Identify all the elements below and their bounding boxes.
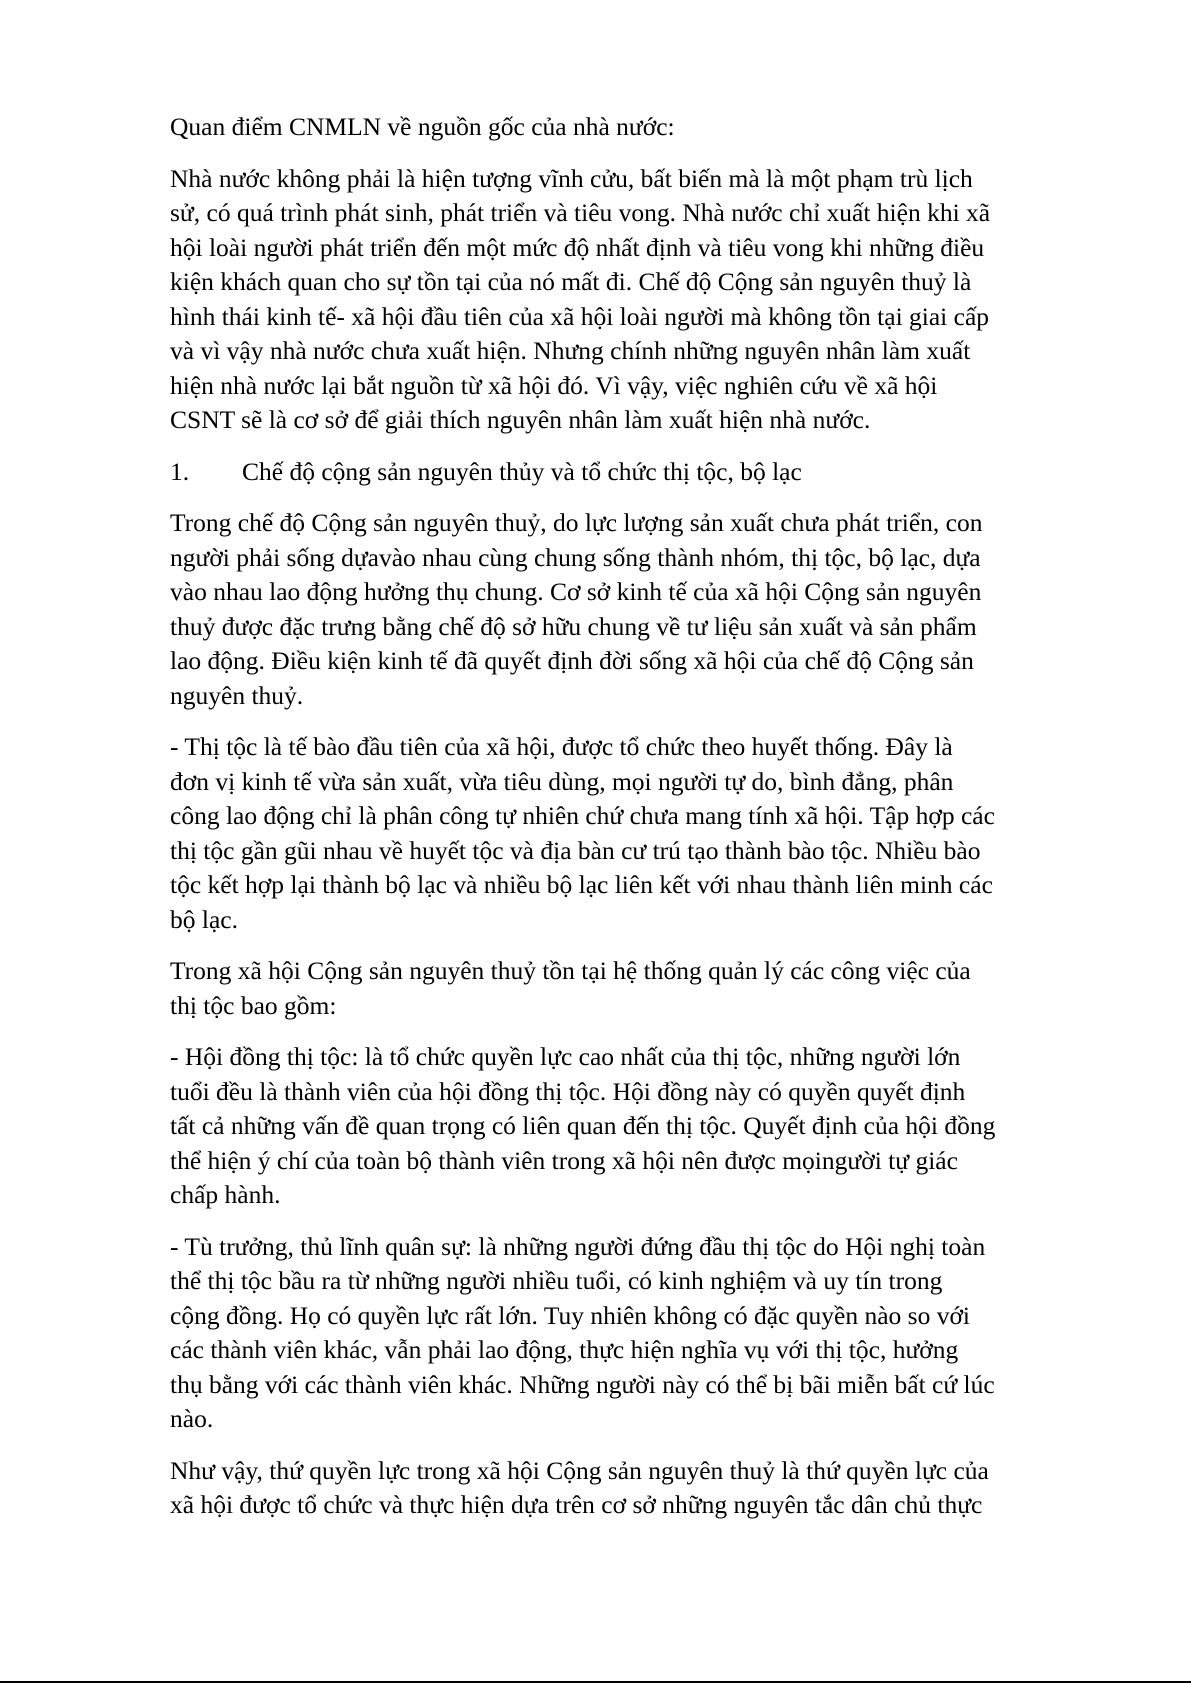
section-title: Chế độ cộng sản nguyên thủy và tổ chức thị tộc, bộ lạc: [242, 456, 802, 486]
paragraph-chieftain: - Tù trưởng, thủ lĩnh quân sự: là những người đứng đầu thị tộc do Hội nghị toàn thể thị tộc bầu ra từ những người nhiều tuổi, có kinh nghiệm và uy tín trong cộng đồng. Họ có quyền lực rất lớn. Tuy nhiên không có đặc quyền nào so với các thành viên khác, vẫn phải lao động, thực hiện nghĩa vụ với thị tộc, hưởng thụ bằng với các thành viên khác. Những người này có thể bị bãi miễn bất cứ lúc nào.: [170, 1231, 995, 1433]
paragraph-primitive-communism: Trong chế độ Cộng sản nguyên thuỷ, do lực lượng sản xuất chưa phát triển, con người phải sống dựavào nhau cùng chung sống thành nhóm, thị tộc, bộ lạc, dựa vào nhau lao động hưởng thụ chung. Cơ sở kinh tế của xã hội Cộng sản nguyên thuỷ được đặc trưng bằng chế độ sở hữu chung về tư liệu sản xuất và sản phẩm lao động. Điều kiện kinh tế đã quyết định đời sống xã hội của chế độ Cộng sản nguyên thuỷ.: [170, 508, 983, 710]
paragraph-management-system: Trong xã hội Cộng sản nguyên thuỷ tồn tại hệ thống quản lý các công việc của thị tộc bao gồm:: [170, 956, 971, 1020]
paragraph-conclusion: Như vậy, thứ quyền lực trong xã hội Cộng sản nguyên thuỷ là thứ quyền lực của xã hội được tổ chức và thực hiện dựa trên cơ sở những nguyên tắc dân chủ thực: [170, 1455, 989, 1519]
page-bottom-edge: [0, 1681, 1191, 1683]
paragraph-clan: - Thị tộc là tế bào đầu tiên của xã hội, được tổ chức theo huyết thống. Đây là đơn vị kinh tế vừa sản xuất, vừa tiêu dùng, mọi người tự do, bình đẳng, phân công lao động chỉ là phân công tự nhiên chứ chưa mang tính xã hội. Tập hợp các thị tộc gần gũi nhau về huyết tộc và địa bàn cư trú tạo thành bào tộc. Nhiều bào tộc kết hợp lại thành bộ lạc và nhiều bộ lạc liên kết với nhau thành liên minh các bộ lạc.: [170, 732, 995, 934]
paragraph-clan-council: - Hội đồng thị tộc: là tổ chức quyền lực cao nhất của thị tộc, những người lớn tuổi đều là thành viên của hội đồng thị tộc. Hội đồng này có quyền quyết định tất cả những vấn đề quan trọng có liên quan đến thị tộc. Quyết định của hội đồng thể hiện ý chí của toàn bộ thành viên trong xã hội nên được mọingười tự giác chấp hành.: [170, 1042, 996, 1209]
section-heading: [170, 455, 1090, 490]
intro-line: Quan điểm CNMLN về nguồn gốc của nhà nước:: [170, 112, 675, 141]
section-number: 1.: [170, 456, 190, 486]
page-content: [170, 110, 1090, 1540]
paragraph-origin-of-state: Nhà nước không phải là hiện tượng vĩnh cửu, bất biến mà là một phạm trù lịch sử, có quá trình phát sinh, phát triển và tiêu vong. Nhà nước chỉ xuất hiện khi xã hội loài người phát triển đến một mức độ nhất định và tiêu vong khi những điều kiện khách quan cho sự tồn tại của nó mất đi. Chế độ Cộng sản nguyên thuỷ là hình thái kinh tế- xã hội đầu tiên của xã hội loài người mà không tồn tại giai cấp và vì vậy nhà nước chưa xuất hiện. Nhưng chính những nguyên nhân làm xuất hiện nhà nước lại bắt nguồn từ xã hội đó. Vì vậy, việc nghiên cứu về xã hội CSNT sẽ là cơ sở để giải thích nguyên nhân làm xuất hiện nhà nước.: [170, 163, 991, 434]
